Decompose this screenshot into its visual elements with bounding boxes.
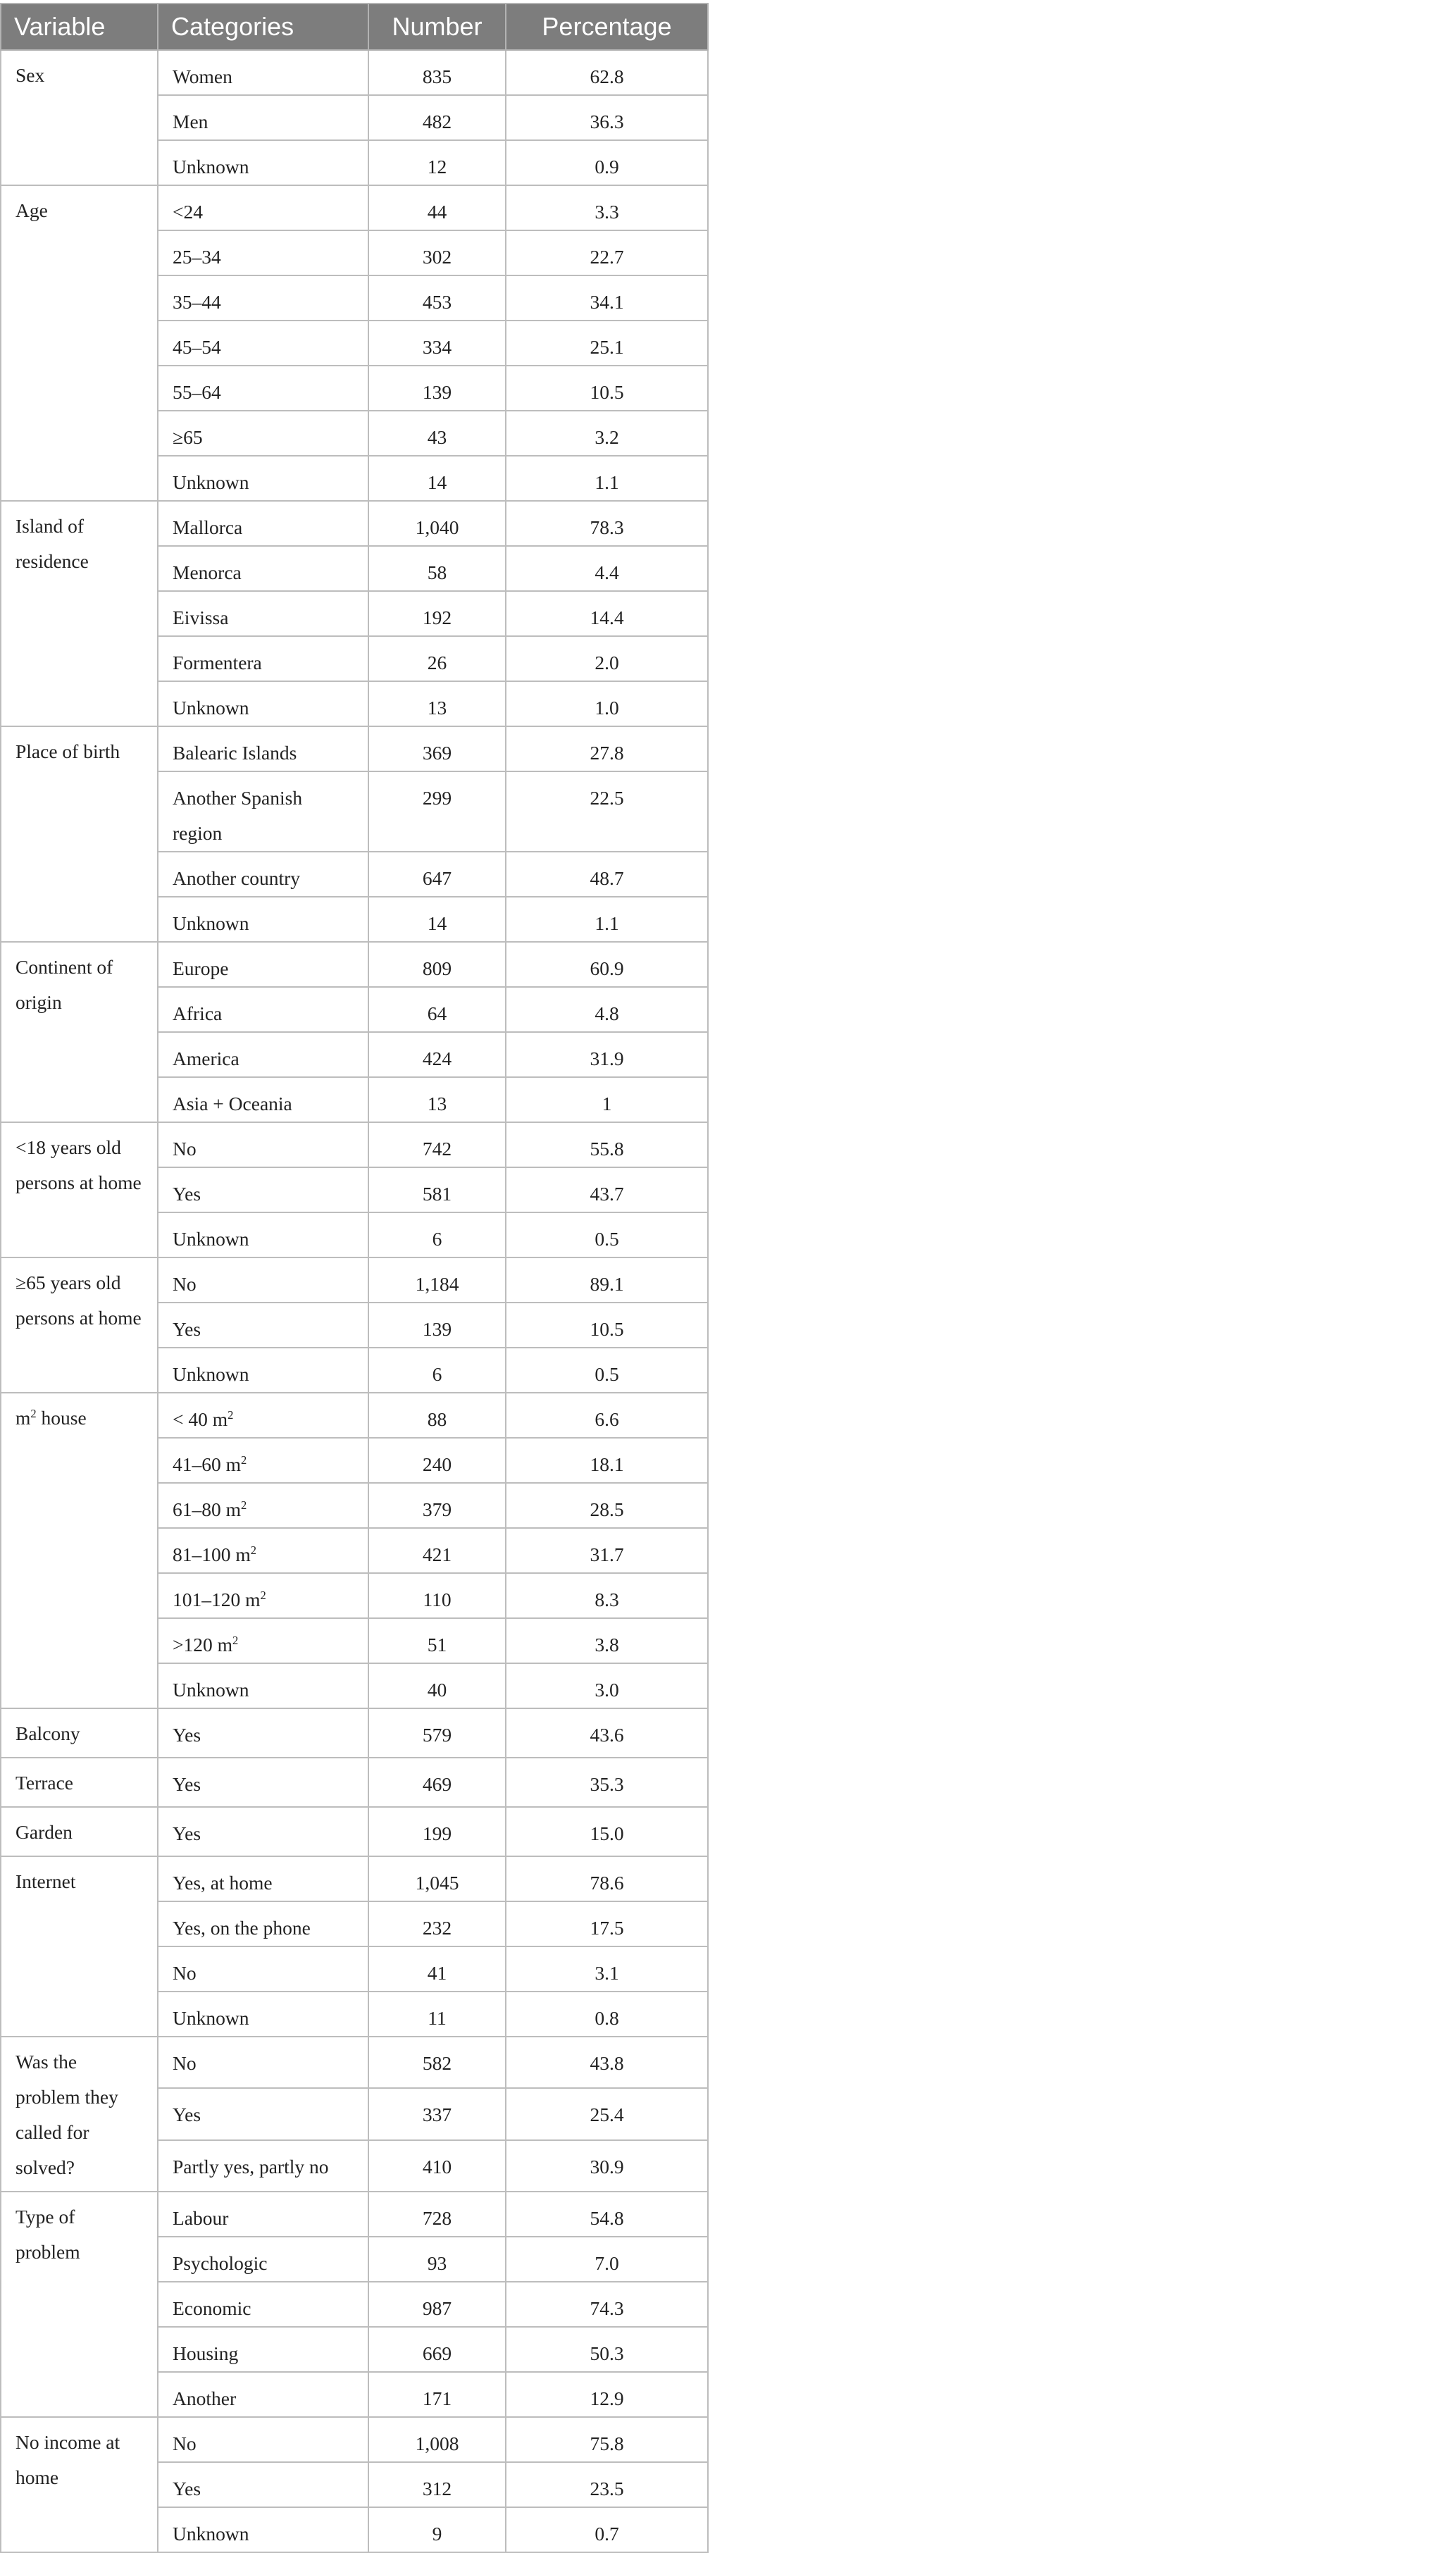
percentage-cell: 4.4	[506, 546, 708, 591]
variable-superscript: 2	[30, 1406, 37, 1420]
category-cell	[158, 987, 368, 1032]
number-cell: 44	[368, 185, 506, 230]
percentage-cell: 25.1	[506, 321, 708, 366]
category-label: Unknown	[173, 697, 249, 719]
number-cell: 51	[368, 1618, 506, 1663]
table-row	[1, 1758, 708, 1807]
table-row	[1, 1856, 708, 1901]
category-cell	[158, 1483, 368, 1528]
category-cell	[158, 2140, 368, 2192]
category-label: No	[173, 1273, 197, 1295]
percentage-cell: 28.5	[506, 1483, 708, 1528]
number-cell: 312	[368, 2462, 506, 2507]
percentage-cell: 15.0	[506, 1807, 708, 1856]
category-cell	[158, 1303, 368, 1348]
category-label: Unknown	[173, 1679, 249, 1701]
percentage-cell: 89.1	[506, 1257, 708, 1303]
variable-label: Terrace	[15, 1772, 74, 1794]
variable-cell	[1, 1758, 158, 1807]
category-cell	[158, 2037, 368, 2088]
number-cell: 9	[368, 2507, 506, 2552]
variable-cell	[1, 50, 158, 185]
variable-label: Sex	[15, 64, 45, 86]
category-cell	[158, 1992, 368, 2037]
demographics-table	[0, 3, 709, 2553]
percentage-cell: 3.3	[506, 185, 708, 230]
category-label: Partly yes, partly no	[173, 2155, 329, 2178]
category-superscript: 2	[241, 1453, 247, 1467]
category-cell	[158, 591, 368, 636]
category-cell	[158, 2417, 368, 2462]
category-cell	[158, 1393, 368, 1438]
number-cell: 728	[368, 2192, 506, 2237]
number-cell: 742	[368, 1122, 506, 1167]
table-row	[1, 726, 708, 771]
percentage-cell: 50.3	[506, 2327, 708, 2372]
category-cell	[158, 1946, 368, 1992]
percentage-cell: 7.0	[506, 2237, 708, 2282]
category-label: Yes	[173, 2478, 201, 2499]
percentage-cell: 43.7	[506, 1167, 708, 1212]
category-cell	[158, 275, 368, 321]
number-cell: 41	[368, 1946, 506, 1992]
table-row	[1, 1807, 708, 1856]
category-cell	[158, 2237, 368, 2282]
category-label: Labour	[173, 2207, 229, 2229]
header-row	[1, 4, 708, 50]
category-superscript: 2	[250, 1543, 257, 1557]
variable-label: m	[15, 1407, 31, 1429]
category-label: 61–80 m	[173, 1498, 242, 1520]
number-cell: 40	[368, 1663, 506, 1708]
category-label: Yes, at home	[173, 1872, 273, 1894]
category-label: Yes	[173, 1318, 201, 1340]
percentage-cell: 2.0	[506, 636, 708, 681]
category-cell	[158, 1167, 368, 1212]
percentage-cell: 48.7	[506, 852, 708, 897]
percentage-cell: 30.9	[506, 2140, 708, 2192]
category-cell	[158, 1901, 368, 1946]
category-label: Unknown	[173, 912, 249, 934]
variable-cell	[1, 2192, 158, 2417]
variable-cell	[1, 1257, 158, 1393]
category-cell	[158, 456, 368, 501]
percentage-cell: 18.1	[506, 1438, 708, 1483]
percentage-cell: 23.5	[506, 2462, 708, 2507]
category-label: No	[173, 1962, 197, 1984]
percentage-cell: 1.0	[506, 681, 708, 726]
number-cell: 58	[368, 546, 506, 591]
category-cell	[158, 185, 368, 230]
category-label: Unknown	[173, 156, 249, 178]
category-cell	[158, 681, 368, 726]
number-cell: 302	[368, 230, 506, 275]
category-cell	[158, 1663, 368, 1708]
number-cell: 93	[368, 2237, 506, 2282]
header-categories: Categories	[158, 4, 368, 50]
number-cell: 582	[368, 2037, 506, 2088]
category-label: Mallorca	[173, 516, 243, 538]
category-cell	[158, 1807, 368, 1856]
variable-label: Continent of origin	[15, 956, 113, 1013]
number-cell: 987	[368, 2282, 506, 2327]
category-label: 41–60 m	[173, 1453, 242, 1475]
category-label: Another country	[173, 867, 300, 889]
percentage-cell: 22.5	[506, 771, 708, 852]
percentage-cell: 3.2	[506, 411, 708, 456]
category-label: Men	[173, 111, 209, 132]
percentage-cell: 4.8	[506, 987, 708, 1032]
percentage-cell: 75.8	[506, 2417, 708, 2462]
category-label: 45–54	[173, 336, 221, 358]
category-superscript: 2	[232, 1633, 239, 1647]
variable-suffix: house	[36, 1407, 87, 1429]
number-cell: 199	[368, 1807, 506, 1856]
category-label: Balearic Islands	[173, 742, 297, 764]
category-cell	[158, 2282, 368, 2327]
category-cell	[158, 1528, 368, 1573]
percentage-cell: 14.4	[506, 591, 708, 636]
category-label: Unknown	[173, 2523, 249, 2545]
number-cell: 453	[368, 275, 506, 321]
percentage-cell: 3.0	[506, 1663, 708, 1708]
number-cell: 13	[368, 1077, 506, 1122]
number-cell: 410	[368, 2140, 506, 2192]
number-cell: 369	[368, 726, 506, 771]
variable-cell	[1, 1393, 158, 1708]
category-label: Yes	[173, 1822, 201, 1844]
variable-cell	[1, 2037, 158, 2192]
percentage-cell: 25.4	[506, 2088, 708, 2139]
category-label: America	[173, 1048, 239, 1069]
number-cell: 232	[368, 1901, 506, 1946]
category-cell	[158, 2507, 368, 2552]
category-cell	[158, 1708, 368, 1758]
percentage-cell: 74.3	[506, 2282, 708, 2327]
table-row	[1, 1257, 708, 1303]
variable-cell	[1, 1807, 158, 1856]
category-label: No	[173, 2052, 197, 2074]
percentage-cell: 78.3	[506, 501, 708, 546]
variable-label: ≥65 years old persons at home	[15, 1272, 142, 1329]
category-cell	[158, 321, 368, 366]
variable-cell	[1, 1708, 158, 1758]
category-cell	[158, 852, 368, 897]
category-cell	[158, 1077, 368, 1122]
percentage-cell: 8.3	[506, 1573, 708, 1618]
number-cell: 835	[368, 50, 506, 95]
category-cell	[158, 726, 368, 771]
number-cell: 110	[368, 1573, 506, 1618]
percentage-cell: 35.3	[506, 1758, 708, 1807]
number-cell: 6	[368, 1212, 506, 1257]
percentage-cell: 0.5	[506, 1212, 708, 1257]
category-cell	[158, 897, 368, 942]
category-cell	[158, 636, 368, 681]
category-cell	[158, 1212, 368, 1257]
category-cell	[158, 2327, 368, 2372]
number-cell: 64	[368, 987, 506, 1032]
number-cell: 337	[368, 2088, 506, 2139]
category-cell	[158, 1438, 368, 1483]
number-cell: 192	[368, 591, 506, 636]
table-row	[1, 501, 708, 546]
category-cell	[158, 140, 368, 185]
category-label: 101–120 m	[173, 1589, 261, 1610]
percentage-cell: 12.9	[506, 2372, 708, 2417]
category-cell	[158, 942, 368, 987]
category-label: 55–64	[173, 381, 221, 403]
number-cell: 11	[368, 1992, 506, 2037]
percentage-cell: 43.8	[506, 2037, 708, 2088]
header-variable: Variable	[1, 4, 158, 50]
category-label: Yes, on the phone	[173, 1917, 311, 1939]
category-cell	[158, 1032, 368, 1077]
number-cell: 334	[368, 321, 506, 366]
variable-label: Balcony	[15, 1722, 80, 1744]
percentage-cell: 0.7	[506, 2507, 708, 2552]
number-cell: 809	[368, 942, 506, 987]
variable-label: Was the problem they called for solved?	[15, 2051, 118, 2178]
number-cell: 14	[368, 897, 506, 942]
number-cell: 171	[368, 2372, 506, 2417]
variable-label: Garden	[15, 1821, 73, 1843]
number-cell: 13	[368, 681, 506, 726]
variable-label: No income at home	[15, 2431, 120, 2488]
number-cell: 1,184	[368, 1257, 506, 1303]
percentage-cell: 54.8	[506, 2192, 708, 2237]
percentage-cell: 3.8	[506, 1618, 708, 1663]
table-row	[1, 2417, 708, 2462]
number-cell: 482	[368, 95, 506, 140]
category-label: Unknown	[173, 1363, 249, 1385]
number-cell: 669	[368, 2327, 506, 2372]
number-cell: 139	[368, 366, 506, 411]
number-cell: 379	[368, 1483, 506, 1528]
percentage-cell: 10.5	[506, 1303, 708, 1348]
category-cell	[158, 366, 368, 411]
category-label: 81–100 m	[173, 1543, 251, 1565]
category-label: 35–44	[173, 291, 221, 313]
category-label: Unknown	[173, 2007, 249, 2029]
category-cell	[158, 1618, 368, 1663]
number-cell: 26	[368, 636, 506, 681]
table-row	[1, 1708, 708, 1758]
number-cell: 88	[368, 1393, 506, 1438]
number-cell: 1,040	[368, 501, 506, 546]
percentage-cell: 0.8	[506, 1992, 708, 2037]
percentage-cell: 22.7	[506, 230, 708, 275]
number-cell: 139	[368, 1303, 506, 1348]
category-label: Eivissa	[173, 607, 229, 628]
table-row	[1, 2037, 708, 2088]
variable-cell	[1, 726, 158, 942]
variable-cell	[1, 185, 158, 501]
category-cell	[158, 1257, 368, 1303]
percentage-cell: 31.9	[506, 1032, 708, 1077]
table-row	[1, 2192, 708, 2237]
percentage-cell: 17.5	[506, 1901, 708, 1946]
category-label: Yes	[173, 1773, 201, 1795]
category-label: Yes	[173, 1724, 201, 1746]
category-cell	[158, 2462, 368, 2507]
variable-cell	[1, 501, 158, 726]
percentage-cell: 0.9	[506, 140, 708, 185]
category-label: Yes	[173, 2104, 201, 2126]
category-label: Menorca	[173, 561, 242, 583]
category-label: Yes	[173, 1183, 201, 1205]
category-superscript: 2	[241, 1498, 247, 1512]
number-cell: 14	[368, 456, 506, 501]
variable-label: Island of residence	[15, 515, 89, 572]
category-cell	[158, 2372, 368, 2417]
number-cell: 1,045	[368, 1856, 506, 1901]
category-label: Economic	[173, 2297, 251, 2319]
number-cell: 1,008	[368, 2417, 506, 2462]
number-cell: 299	[368, 771, 506, 852]
percentage-cell: 55.8	[506, 1122, 708, 1167]
percentage-cell: 1.1	[506, 897, 708, 942]
number-cell: 43	[368, 411, 506, 456]
category-label: 25–34	[173, 246, 221, 268]
category-label: Women	[173, 66, 232, 87]
number-cell: 6	[368, 1348, 506, 1393]
table-row	[1, 50, 708, 95]
category-cell	[158, 95, 368, 140]
variable-label: <18 years old persons at home	[15, 1136, 142, 1193]
number-cell: 240	[368, 1438, 506, 1483]
percentage-cell: 0.5	[506, 1348, 708, 1393]
category-label: Another	[173, 2387, 237, 2409]
category-superscript: 2	[228, 1408, 234, 1422]
category-cell	[158, 2192, 368, 2237]
category-label: Unknown	[173, 471, 249, 493]
category-label: Unknown	[173, 1228, 249, 1250]
variable-label: Place of birth	[15, 740, 120, 762]
percentage-cell: 78.6	[506, 1856, 708, 1901]
variable-label: Type of problem	[15, 2206, 80, 2263]
category-cell	[158, 2088, 368, 2139]
variable-cell	[1, 942, 158, 1122]
category-cell	[158, 1122, 368, 1167]
number-cell: 12	[368, 140, 506, 185]
percentage-cell: 1.1	[506, 456, 708, 501]
category-cell	[158, 1348, 368, 1393]
percentage-cell: 27.8	[506, 726, 708, 771]
percentage-cell: 31.7	[506, 1528, 708, 1573]
category-label: ≥65	[173, 426, 203, 448]
category-label: Formentera	[173, 652, 262, 673]
category-cell	[158, 1758, 368, 1807]
header-percentage: Percentage	[506, 4, 708, 50]
percentage-cell: 6.6	[506, 1393, 708, 1438]
category-label: Housing	[173, 2342, 239, 2364]
category-label: >120 m	[173, 1634, 233, 1656]
category-superscript: 2	[260, 1588, 266, 1602]
category-label: Psychologic	[173, 2252, 268, 2274]
category-label: Another Spanish region	[173, 787, 303, 844]
percentage-cell: 62.8	[506, 50, 708, 95]
percentage-cell: 34.1	[506, 275, 708, 321]
category-cell	[158, 50, 368, 95]
category-cell	[158, 230, 368, 275]
variable-cell	[1, 2417, 158, 2552]
number-cell: 424	[368, 1032, 506, 1077]
percentage-cell: 3.1	[506, 1946, 708, 1992]
variable-cell	[1, 1856, 158, 2037]
table-row	[1, 1122, 708, 1167]
percentage-cell: 1	[506, 1077, 708, 1122]
variable-cell	[1, 1122, 158, 1257]
category-label: Europe	[173, 957, 229, 979]
table-row	[1, 942, 708, 987]
category-cell	[158, 1573, 368, 1618]
percentage-cell: 10.5	[506, 366, 708, 411]
category-label: < 40 m	[173, 1408, 228, 1430]
category-cell	[158, 771, 368, 852]
category-label: Asia + Oceania	[173, 1093, 292, 1114]
table-row	[1, 1393, 708, 1438]
category-cell	[158, 501, 368, 546]
category-cell	[158, 1856, 368, 1901]
table-header	[1, 4, 708, 50]
category-label: No	[173, 1138, 197, 1160]
variable-label: Internet	[15, 1870, 76, 1892]
number-cell: 469	[368, 1758, 506, 1807]
percentage-cell: 36.3	[506, 95, 708, 140]
percentage-cell: 60.9	[506, 942, 708, 987]
variable-label: Age	[15, 199, 48, 221]
category-label: <24	[173, 201, 204, 223]
table-body	[1, 50, 708, 2552]
table-row	[1, 185, 708, 230]
percentage-cell: 43.6	[506, 1708, 708, 1758]
header-number: Number	[368, 4, 506, 50]
category-label: Africa	[173, 1002, 223, 1024]
number-cell: 647	[368, 852, 506, 897]
number-cell: 579	[368, 1708, 506, 1758]
category-label: No	[173, 2433, 197, 2454]
category-cell	[158, 411, 368, 456]
number-cell: 421	[368, 1528, 506, 1573]
number-cell: 581	[368, 1167, 506, 1212]
category-cell	[158, 546, 368, 591]
